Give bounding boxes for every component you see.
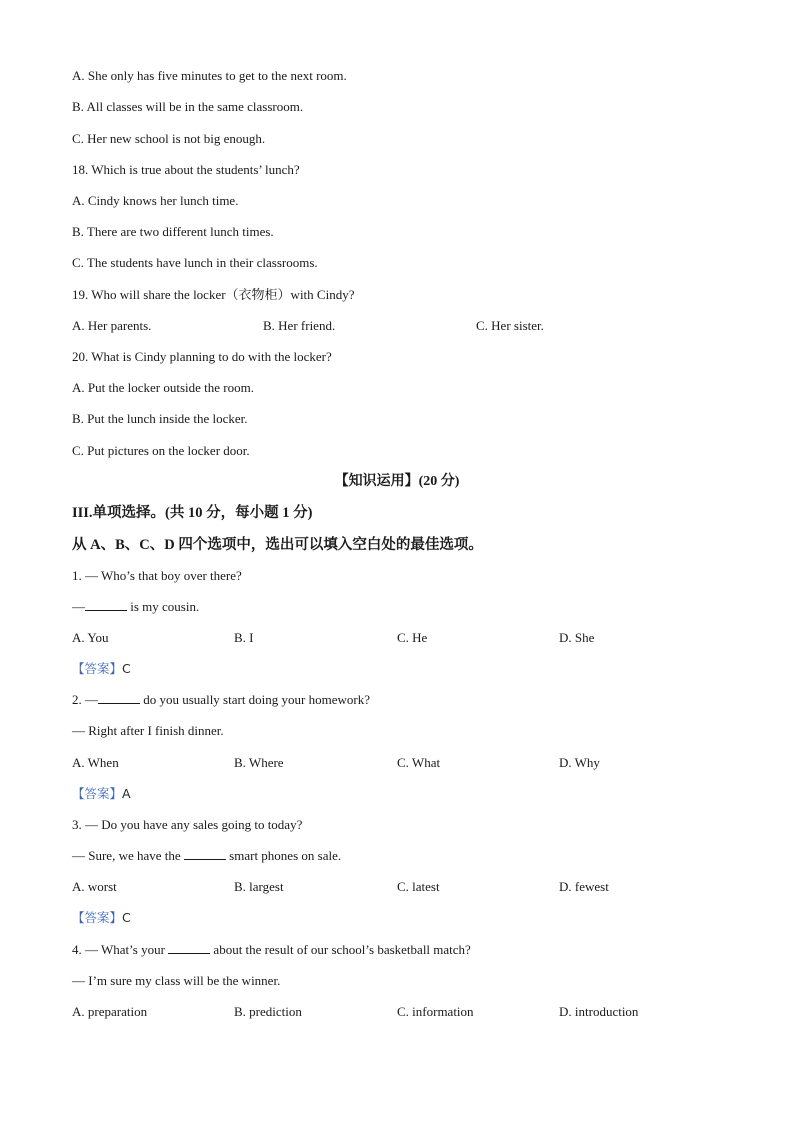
q20-question: 20. What is Cindy planning to do with the locker?	[72, 349, 332, 364]
q19-question: 19. Who will share the locker（衣物柜）with Cindy?	[72, 287, 355, 302]
item4-option-a: A. preparation	[72, 1004, 148, 1019]
item3-line1: 3. — Do you have any sales going to today?	[72, 817, 303, 832]
q19-option-b: B. Her friend.	[263, 318, 336, 333]
item4-line1-pre: 4. — What’s your	[72, 942, 169, 957]
item2-option-b: B. Where	[234, 755, 284, 770]
item4-line1	[72, 940, 471, 960]
item3-option-a: A. worst	[72, 879, 117, 894]
q20-option-b: B. Put the lunch inside the locker.	[72, 411, 248, 426]
q20-option-c: C. Put pictures on the locker door.	[72, 443, 250, 458]
q19-option-a: A. Her parents.	[72, 318, 152, 333]
q20-option-a: A. Put the locker outside the room.	[72, 380, 254, 395]
answer-value: C	[122, 661, 131, 676]
item1-options	[72, 628, 722, 648]
q17-option-c: C. Her new school is not big enough.	[72, 131, 266, 146]
item4-option-d: D. introduction	[559, 1004, 639, 1019]
item3-options	[72, 877, 722, 897]
q18-question: 18. Which is true about the students’ lunch?	[72, 162, 300, 177]
item1-line2-pre: —	[72, 599, 85, 614]
q18-option-c: C. The students have lunch in their classrooms.	[72, 255, 318, 270]
q17-option-b: B. All classes will be in the same classroom.	[72, 99, 304, 114]
item2-option-d: D. Why	[559, 755, 600, 770]
item3-line2-post: smart phones on sale.	[225, 848, 342, 863]
q17-option-a: A. She only has five minutes to get to the next room.	[72, 68, 347, 83]
answer-value: A	[122, 786, 131, 801]
item4-option-b: B. prediction	[234, 1004, 302, 1019]
item3-option-b: B. largest	[234, 879, 284, 894]
answer-label: 【答案】	[72, 910, 123, 925]
item3-line2-pre: — Sure, we have the	[72, 848, 184, 863]
item1-option-d: D. She	[559, 630, 595, 645]
answer-blank	[184, 846, 226, 860]
item1-line2	[72, 597, 199, 617]
item2-option-a: A. When	[72, 755, 119, 770]
item3-option-c: C. latest	[397, 879, 440, 894]
item1-answer	[72, 659, 131, 679]
item2-line1-post: do you usually start doing your homework?	[140, 692, 370, 707]
q18-option-b: B. There are two different lunch times.	[72, 224, 274, 239]
section-heading: 【知识运用】(20 分)	[334, 474, 460, 489]
item3-line2	[72, 846, 341, 866]
item3-answer	[72, 908, 131, 928]
item2-options	[72, 753, 722, 773]
section-subheading: III.单项选择。(共 10 分，每小题 1 分)	[72, 505, 313, 521]
answer-blank	[85, 597, 127, 611]
item1-option-a: A. You	[72, 630, 109, 645]
answer-blank	[98, 690, 140, 704]
answer-label: 【答案】	[72, 661, 123, 676]
item1-option-c: C. He	[397, 630, 428, 645]
item2-option-c: C. What	[397, 755, 441, 770]
item2-answer	[72, 784, 131, 804]
item4-line2: — I’m sure my class will be the winner.	[72, 973, 281, 988]
item4-options	[72, 1002, 722, 1022]
answer-blank	[168, 940, 210, 954]
item1-line1: 1. — Who’s that boy over there?	[72, 568, 242, 583]
item4-line1-post: about the result of our school’s basketball match?	[210, 942, 471, 957]
item2-line2: — Right after I finish dinner.	[72, 723, 224, 738]
item1-line2-post: is my cousin.	[127, 599, 200, 614]
q19-option-c: C. Her sister.	[476, 318, 544, 333]
q18-option-a: A. Cindy knows her lunch time.	[72, 193, 239, 208]
section-instruction: 从 A、B、C、D 四个选项中，选出可以填入空白处的最佳选项。	[72, 537, 483, 553]
answer-value: C	[122, 910, 131, 925]
item3-option-d: D. fewest	[559, 879, 609, 894]
item2-line1-pre: 2. —	[72, 692, 98, 707]
item1-option-b: B. I	[234, 630, 254, 645]
q19-options	[72, 316, 722, 336]
item4-option-c: C. information	[397, 1004, 474, 1019]
answer-label: 【答案】	[72, 786, 123, 801]
item2-line1	[72, 690, 370, 710]
